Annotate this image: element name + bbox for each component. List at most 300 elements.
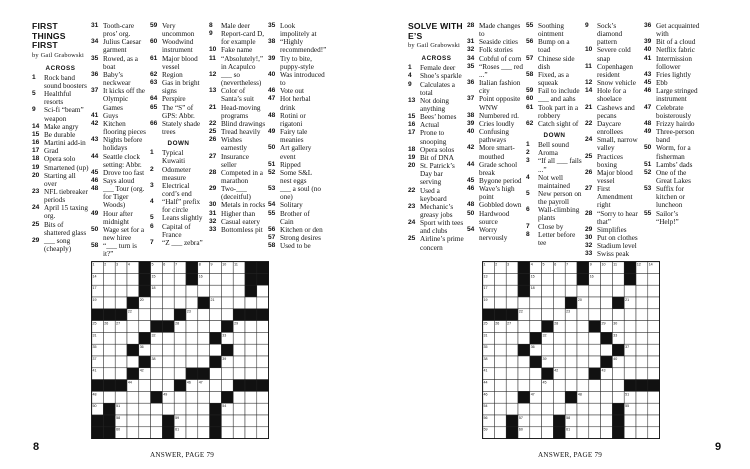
grid-black-square (210, 332, 222, 344)
clue-text: St. Patrick’s Day bar serving (420, 162, 455, 187)
clue-number: 14 (585, 87, 593, 95)
grid-cell (233, 427, 245, 439)
grid-number: 23 (566, 309, 571, 314)
grid-cell (103, 356, 115, 368)
clue-text: “Z ___ zebra” (162, 238, 203, 247)
clue-text: Electrical cord’s end (162, 181, 192, 198)
clue (644, 55, 701, 71)
clue-text: Kitchen or den (280, 225, 323, 234)
clue-number: 32 (467, 46, 475, 54)
grid-cell (553, 380, 565, 392)
clue (408, 235, 465, 251)
grid-cell (198, 415, 210, 427)
grid-cell (612, 273, 624, 285)
grid-cell (506, 403, 518, 415)
grid-black-square (127, 297, 139, 309)
clue-number: 3 (526, 157, 530, 165)
clue-number: 41 (91, 111, 99, 119)
clue-text: “Sorry to hear that” (597, 209, 638, 226)
clue (150, 120, 207, 136)
clue-text: Opera solos (420, 145, 455, 154)
grid-cell (636, 368, 648, 380)
grid-cell (233, 403, 245, 415)
clue (32, 172, 89, 188)
grid-black-square (115, 380, 127, 392)
clue-number: 41 (644, 54, 652, 62)
clue-number: 39 (644, 38, 652, 46)
clue-text: Intermission follower (656, 54, 692, 71)
clue (526, 157, 583, 173)
grid-number: 7 (566, 262, 569, 267)
grid-cell (198, 344, 210, 356)
clue-number: 33 (209, 225, 217, 233)
grid-cell (553, 297, 565, 309)
grid-cell (127, 273, 139, 285)
left-crossword-grid (91, 261, 269, 439)
grid-number: 15 (151, 274, 156, 279)
grid-cell (530, 403, 542, 415)
grid-cell (210, 285, 222, 297)
clue (32, 188, 89, 204)
clue (150, 71, 207, 79)
grid-cell (565, 380, 577, 392)
grid-number: 31 (483, 333, 488, 338)
clue-number: 40 (467, 128, 475, 136)
clue-number: 37 (467, 95, 475, 103)
clue-text: Head-moving programs (221, 103, 261, 120)
grid-cell (542, 403, 554, 415)
clue-number: 42 (467, 144, 475, 152)
clue (585, 63, 642, 79)
clue-text: Snow vehicle (597, 79, 636, 88)
clue-number: 1 (526, 141, 530, 149)
clue (644, 144, 701, 160)
clue (268, 242, 325, 250)
clue-text: Woodwind instrument (162, 38, 194, 55)
clue-text: ___ so (nevertheless) (221, 70, 262, 88)
clue-number: 12 (209, 70, 217, 78)
grid-number: 1 (483, 262, 486, 267)
clue-text: Higher than (221, 209, 256, 218)
grid-black-square (233, 309, 245, 321)
clue (526, 174, 583, 190)
clue (32, 106, 89, 122)
clue-number: 49 (91, 209, 99, 217)
grid-black-square (139, 285, 151, 297)
grid-black-square (648, 380, 660, 392)
grid-cell (648, 332, 660, 344)
clue-number: 61 (526, 103, 534, 111)
grid-number: 18 (151, 286, 156, 291)
clue (209, 71, 266, 87)
clue-number: 23 (32, 187, 40, 195)
grid-cell (636, 344, 648, 356)
clue-number: 38 (467, 111, 475, 119)
clue-number: 24 (32, 204, 40, 212)
clue-number: 35 (268, 22, 276, 29)
clue-number: 60 (150, 38, 158, 46)
clue-text: Took part in a robbery (538, 103, 579, 120)
clue-text: Major blood vessel (597, 168, 633, 185)
grid-black-square (92, 380, 104, 392)
grid-black-square (553, 415, 565, 427)
clue-number: 62 (150, 70, 158, 78)
grid-black-square (245, 285, 257, 297)
grid-cell (186, 332, 198, 344)
grid-cell (553, 309, 565, 321)
grid-cell (198, 321, 210, 333)
clue-text: Sci-fi “beam” weapon (44, 106, 84, 123)
clue-text: Close by (538, 222, 564, 231)
clue-number: 35 (91, 54, 99, 62)
grid-cell (186, 391, 198, 403)
grid-cell (577, 309, 589, 321)
puzzle-title: SOLVE WITH E’S (408, 21, 463, 41)
clue-text: Point opposite WNW (479, 95, 521, 112)
grid-cell (648, 368, 660, 380)
clue-number: 22 (209, 119, 217, 127)
clue-number: 34 (467, 54, 475, 62)
clue-text: Julius Caesar garment (103, 38, 142, 55)
grid-number: 14 (92, 274, 97, 279)
clue (209, 22, 266, 30)
grid-cell (174, 356, 186, 368)
page-number-left: 8 (33, 441, 40, 453)
clue-text: Tread heavily (221, 128, 261, 137)
grid-black-square (601, 332, 613, 344)
clue (268, 201, 325, 209)
grid-cell (245, 368, 257, 380)
clue-text: Major blood vessel (162, 54, 198, 71)
clue (150, 214, 207, 222)
grid-number: 16 (589, 274, 594, 279)
grid-number: 17 (92, 286, 97, 291)
clue (209, 87, 266, 103)
grid-black-square (151, 391, 163, 403)
grid-cell (577, 368, 589, 380)
clue-number: 22 (585, 119, 593, 127)
grid-cell (601, 403, 613, 415)
grid-cell (103, 344, 115, 356)
clue (644, 185, 701, 209)
grid-black-square (233, 380, 245, 392)
clue (408, 162, 465, 186)
grid-cell (257, 297, 269, 309)
grid-cell (530, 427, 542, 439)
clue (91, 177, 148, 185)
clue-text: Capital of France (162, 222, 191, 239)
clue (91, 112, 148, 120)
clue-text: Hole for a shoelace (597, 87, 627, 104)
grid-cell (565, 403, 577, 415)
clue-number: 2 (150, 165, 154, 173)
down-header: DOWN (167, 140, 190, 148)
grid-number: 38 (151, 356, 156, 361)
clue-text: “Roses ___ red ...” (479, 62, 523, 79)
grid-number: 46 (483, 392, 488, 397)
grid-cell (589, 344, 601, 356)
clue-text: Soothing ointment (538, 22, 564, 39)
grid-cell (233, 391, 245, 403)
answer-reference-left: ANSWER, PAGE 79 (150, 451, 215, 459)
clue-text: Make angry (44, 122, 79, 131)
grid-cell (577, 380, 589, 392)
grid-cell (198, 427, 210, 439)
clue (32, 155, 89, 163)
grid-black-square (636, 380, 648, 392)
clue (467, 22, 524, 38)
grid-number: 28 (175, 321, 180, 326)
grid-cell (494, 297, 506, 309)
grid-cell (494, 391, 506, 403)
grid-number: 16 (198, 274, 203, 279)
clue-number: 49 (268, 128, 276, 136)
grid-number: 4 (530, 262, 533, 267)
grid-black-square (103, 415, 115, 427)
clue (526, 38, 583, 54)
grid-number: 39 (542, 356, 547, 361)
clue (467, 177, 524, 185)
clue (150, 79, 207, 95)
grid-cell (636, 391, 648, 403)
clue (209, 128, 266, 136)
grid-black-square (210, 427, 222, 439)
clue-text: Rotini or rigatoni (280, 111, 306, 128)
clue-number: 45 (644, 79, 652, 87)
grid-black-square (92, 427, 104, 439)
clue-text: Aroma (538, 149, 558, 158)
grid-cell (233, 415, 245, 427)
grid-cell (577, 356, 589, 368)
grid-number: 40 (613, 356, 618, 361)
clue-text: The “S” of GPS: Abbr. (162, 103, 195, 120)
clue-number: 46 (91, 176, 99, 184)
clue-text: Grad (44, 147, 59, 156)
clue-number: 1 (408, 64, 412, 72)
grid-black-square (612, 344, 624, 356)
clue-text: Rowed, as a boat (103, 54, 138, 71)
clue (644, 210, 701, 226)
grid-cell (174, 403, 186, 415)
grid-cell (518, 321, 530, 333)
grid-cell (151, 403, 163, 415)
grid-black-square (139, 332, 151, 344)
clue-text: Bump on a toad (538, 38, 570, 55)
clue-number: 48 (268, 111, 276, 119)
grid-cell (103, 391, 115, 403)
grid-cell (648, 285, 660, 297)
grid-black-square (530, 332, 542, 344)
clue-text: First Amendment right (597, 185, 633, 210)
grid-black-square (127, 368, 139, 380)
clue-text: Sport with tees and clubs (420, 219, 464, 236)
clue (526, 87, 583, 95)
clue-text: Two-___ (deceitful) (221, 185, 251, 202)
grid-black-square (162, 415, 174, 427)
clue-text: ___ song (cheaply) (44, 236, 72, 254)
clue-text: Seaside cities (479, 38, 518, 47)
clue (585, 120, 642, 136)
clue (408, 64, 465, 72)
grid-black-square (565, 297, 577, 309)
grid-cell (648, 415, 660, 427)
grid-cell (198, 391, 210, 403)
grid-number: 6 (554, 262, 557, 267)
grid-number: 1 (92, 262, 95, 267)
grid-black-square (139, 356, 151, 368)
clue-text: Smartened (up) (44, 163, 89, 172)
clue-text: Used a keyboard (420, 186, 447, 203)
grid-number: 37 (92, 356, 97, 361)
clue-number: 51 (268, 160, 276, 168)
grid-cell (601, 273, 613, 285)
clue (268, 22, 325, 38)
clue-text: Vote out (280, 87, 305, 96)
clue (526, 141, 583, 149)
grid-cell (506, 297, 518, 309)
grid-black-square (601, 356, 613, 368)
clue-number: 28 (467, 22, 475, 29)
grid-cell (506, 273, 518, 285)
grid-number: 19 (92, 297, 97, 302)
grid-cell (221, 297, 233, 309)
clue (526, 206, 583, 222)
clue (268, 234, 325, 242)
grid-black-square (103, 309, 115, 321)
grid-cell (648, 356, 660, 368)
clue-number: 21 (585, 103, 593, 111)
grid-number: 35 (483, 345, 488, 350)
grid-number: 4 (127, 262, 130, 267)
grid-cell (565, 344, 577, 356)
grid-number: 13 (483, 274, 488, 279)
clue-text: Rock band sound boosters (44, 73, 87, 90)
grid-number: 35 (92, 345, 97, 350)
clue-column-4 (585, 22, 642, 259)
clue-number: 45 (91, 168, 99, 176)
clue (268, 144, 325, 160)
clue-text: Bell sound (538, 141, 569, 150)
clue-text: Male deer (221, 22, 250, 30)
clue (150, 149, 207, 165)
grid-cell (186, 285, 198, 297)
clue-number: 44 (467, 160, 475, 168)
grid-cell (530, 368, 542, 380)
grid-black-square (624, 273, 636, 285)
grid-number: 22 (127, 309, 132, 314)
clue-text: New person on the payroll (538, 189, 582, 207)
clue-text: “Absolutely!,” in Acapulco (221, 54, 264, 71)
grid-cell (257, 285, 269, 297)
clue-text: ___ a soul (no one) (280, 185, 321, 202)
clue-text: Region (162, 70, 183, 79)
grid-cell (245, 297, 257, 309)
grid-cell (506, 368, 518, 380)
grid-cell (601, 391, 613, 403)
grid-cell (530, 380, 542, 392)
grid-cell (518, 297, 530, 309)
grid-cell (542, 297, 554, 309)
grid-number: 36 (530, 345, 535, 350)
grid-cell (162, 368, 174, 380)
clue (526, 231, 583, 247)
grid-cell (648, 297, 660, 309)
grid-number: 10 (222, 262, 227, 267)
clue-number: 31 (209, 209, 217, 217)
grid-cell (542, 309, 554, 321)
grid-cell (624, 285, 636, 297)
grid-cell (624, 368, 636, 380)
clue (585, 250, 642, 258)
clue-text: Sailor’s “Help!” (656, 209, 679, 226)
clue-text: Seattle clock setting: Abbr. (103, 152, 142, 169)
grid-cell (577, 415, 589, 427)
grid-black-square (483, 309, 495, 321)
clue-number: 40 (644, 46, 652, 54)
grid-black-square (186, 262, 198, 274)
clue (408, 97, 465, 113)
grid-number: 57 (518, 415, 523, 420)
grid-number: 20 (139, 297, 144, 302)
grid-cell (565, 332, 577, 344)
grid-cell (103, 285, 115, 297)
grid-number: 9 (210, 262, 213, 267)
clue (150, 182, 207, 198)
grid-number: 20 (577, 297, 582, 302)
clue-number: 32 (585, 242, 593, 250)
grid-number: 44 (127, 380, 132, 385)
grid-cell (589, 356, 601, 368)
clue-number: 9 (585, 22, 589, 29)
grid-cell (210, 309, 222, 321)
grid-cell (174, 297, 186, 309)
clue-text: Bottomless pit (221, 225, 263, 234)
grid-number: 19 (483, 297, 488, 302)
grid-cell (151, 415, 163, 427)
grid-cell (494, 368, 506, 380)
grid-cell (257, 391, 269, 403)
grid-number: 38 (483, 356, 488, 361)
grid-black-square (518, 285, 530, 297)
grid-cell (210, 273, 222, 285)
grid-cell (151, 368, 163, 380)
grid-cell (139, 427, 151, 439)
clue (32, 123, 89, 131)
clue-number: 53 (268, 185, 276, 193)
clue (91, 242, 148, 258)
clue-column-3 (150, 22, 207, 247)
grid-cell (198, 356, 210, 368)
grid-black-square (210, 403, 222, 415)
grid-cell (103, 332, 115, 344)
clue-text: Stadium level (597, 242, 637, 251)
clue (644, 120, 701, 128)
grid-number: 55 (625, 404, 630, 409)
clue-number: 7 (150, 238, 154, 246)
clue (644, 79, 701, 87)
clue-number: 9 (32, 106, 36, 114)
clue (644, 169, 701, 185)
clue-text: Bits of shattered glass (44, 220, 87, 237)
grid-number: 60 (116, 427, 121, 432)
grid-black-square (257, 262, 269, 274)
grid-cell (174, 391, 186, 403)
clue-number: 44 (91, 152, 99, 160)
clue (467, 210, 524, 226)
clue (32, 131, 89, 139)
clue (209, 226, 266, 234)
grid-black-square (612, 415, 624, 427)
